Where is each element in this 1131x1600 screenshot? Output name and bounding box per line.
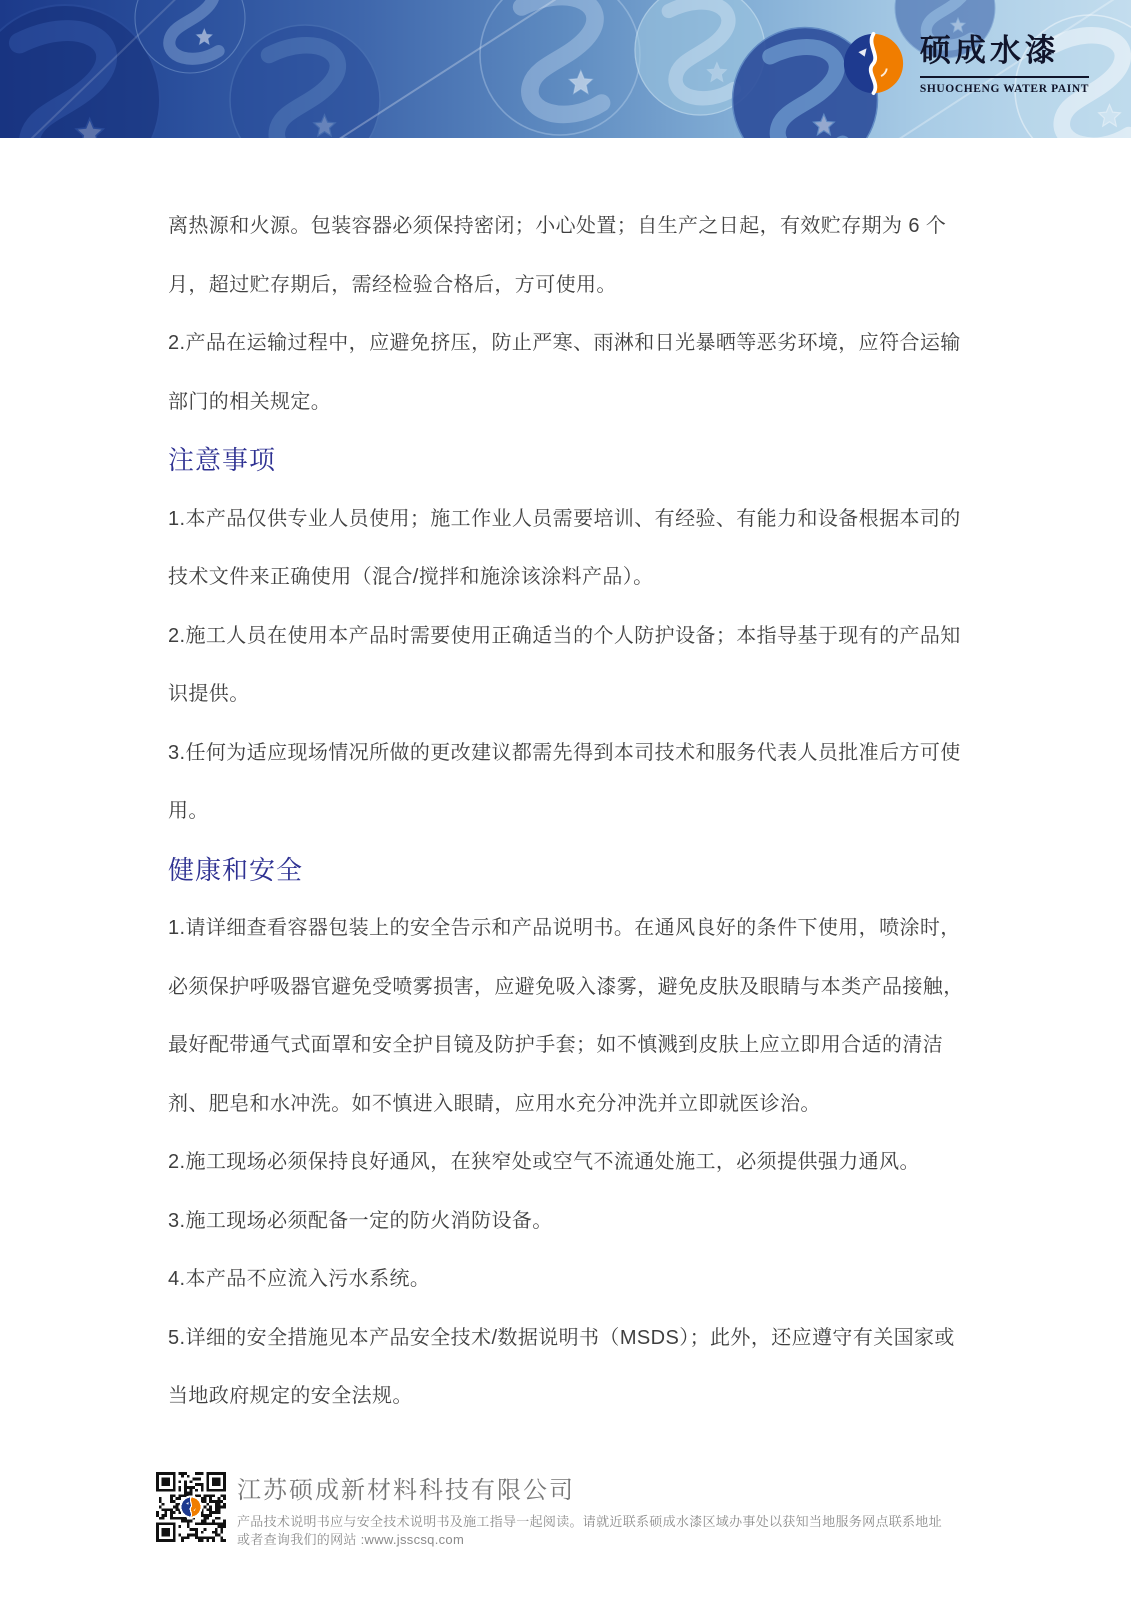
paragraph-precaution-1: 1.本产品仅供专业人员使用；施工作业人员需要培训、有经验、有能力和设备根据本司的技术文件来正确使用（混合/搅拌和施涂该涂料产品）。 <box>168 507 961 588</box>
brand-name-en: SHUOCHENG WATER PAINT <box>919 83 1089 95</box>
paragraph-safety-1: 1.请详细查看容器包装上的安全告示和产品说明书。在通风良好的条件下使用，喷涂时，必须保护呼吸器官避免受喷雾损害，应避免吸入漆雾，避免皮肤及眼睛与本类产品接触，最好配带通气式面罩和安全护目镜及防护手套；如不慎溅到皮肤上应立即用合适的清洁剂、肥皂和水冲洗。如不慎进入眼睛，应用水充分冲洗并立即就医诊治。 <box>168 917 964 1115</box>
brand-logo <box>842 30 1089 97</box>
qr-code <box>156 1472 226 1542</box>
paragraph-safety-2: 2.施工现场必须保持良好通风，在狭窄处或空气不流通处施工，必须提供强力通风。 <box>168 1151 920 1173</box>
paragraph-safety-3: 3.施工现场必须配备一定的防火消防设备。 <box>168 1209 553 1232</box>
paragraph-transport: 2.产品在运输过程中，应避免挤压，防止严寒、雨淋和日光暴晒等恶劣环境，应符合运输部门的相关规定。 <box>168 332 961 413</box>
page-header <box>0 0 1131 138</box>
paragraph-storage-continued: 离热源和火源。包装容器必须保持密闭；小心处置；自生产之日起，有效贮存期为 6 个月，超过贮存期后，需经检验合格后，方可使用。 <box>168 215 947 296</box>
section-heading-precautions: 注意事项 <box>168 445 277 475</box>
brand-name-cn: 硕成水漆 <box>920 32 1089 78</box>
paragraph-precaution-2: 2.施工人员在使用本产品时需要使用正确适当的个人防护设备；本指导基于现有的产品知识提供。 <box>168 624 961 705</box>
document-body <box>0 138 1131 1426</box>
footer-company-name: 江苏硕成新材料科技有限公司 <box>237 1476 575 1504</box>
paragraph-safety-5: 5.详细的安全措施见本产品安全技术/数据说明书（MSDS）；此外，还应遵守有关国家或当地政府规定的安全法规。 <box>168 1326 955 1407</box>
brand-logo-icon <box>842 30 905 97</box>
footer-note-line2: 或者查询我们的网站 :www.jsscsq.com <box>237 1532 465 1547</box>
paragraph-safety-4: 4.本产品不应流入污水系统。 <box>168 1268 431 1290</box>
page-footer <box>0 1472 1131 1550</box>
qr-center-logo <box>182 1497 201 1516</box>
paragraph-precaution-3: 3.任何为适应现场情况所做的更改建议都需先得到本司技术和服务代表人员批准后方可使用。 <box>168 741 961 822</box>
brand-text <box>920 32 1089 95</box>
footer-text <box>237 1472 942 1550</box>
section-heading-health-safety: 健康和安全 <box>168 854 304 885</box>
footer-note-line1: 产品技术说明书应与安全技术说明书及施工指导一起阅读。请就近联系硕成水漆区域办事处以获知当地服务网点联系地址 <box>237 1513 942 1529</box>
